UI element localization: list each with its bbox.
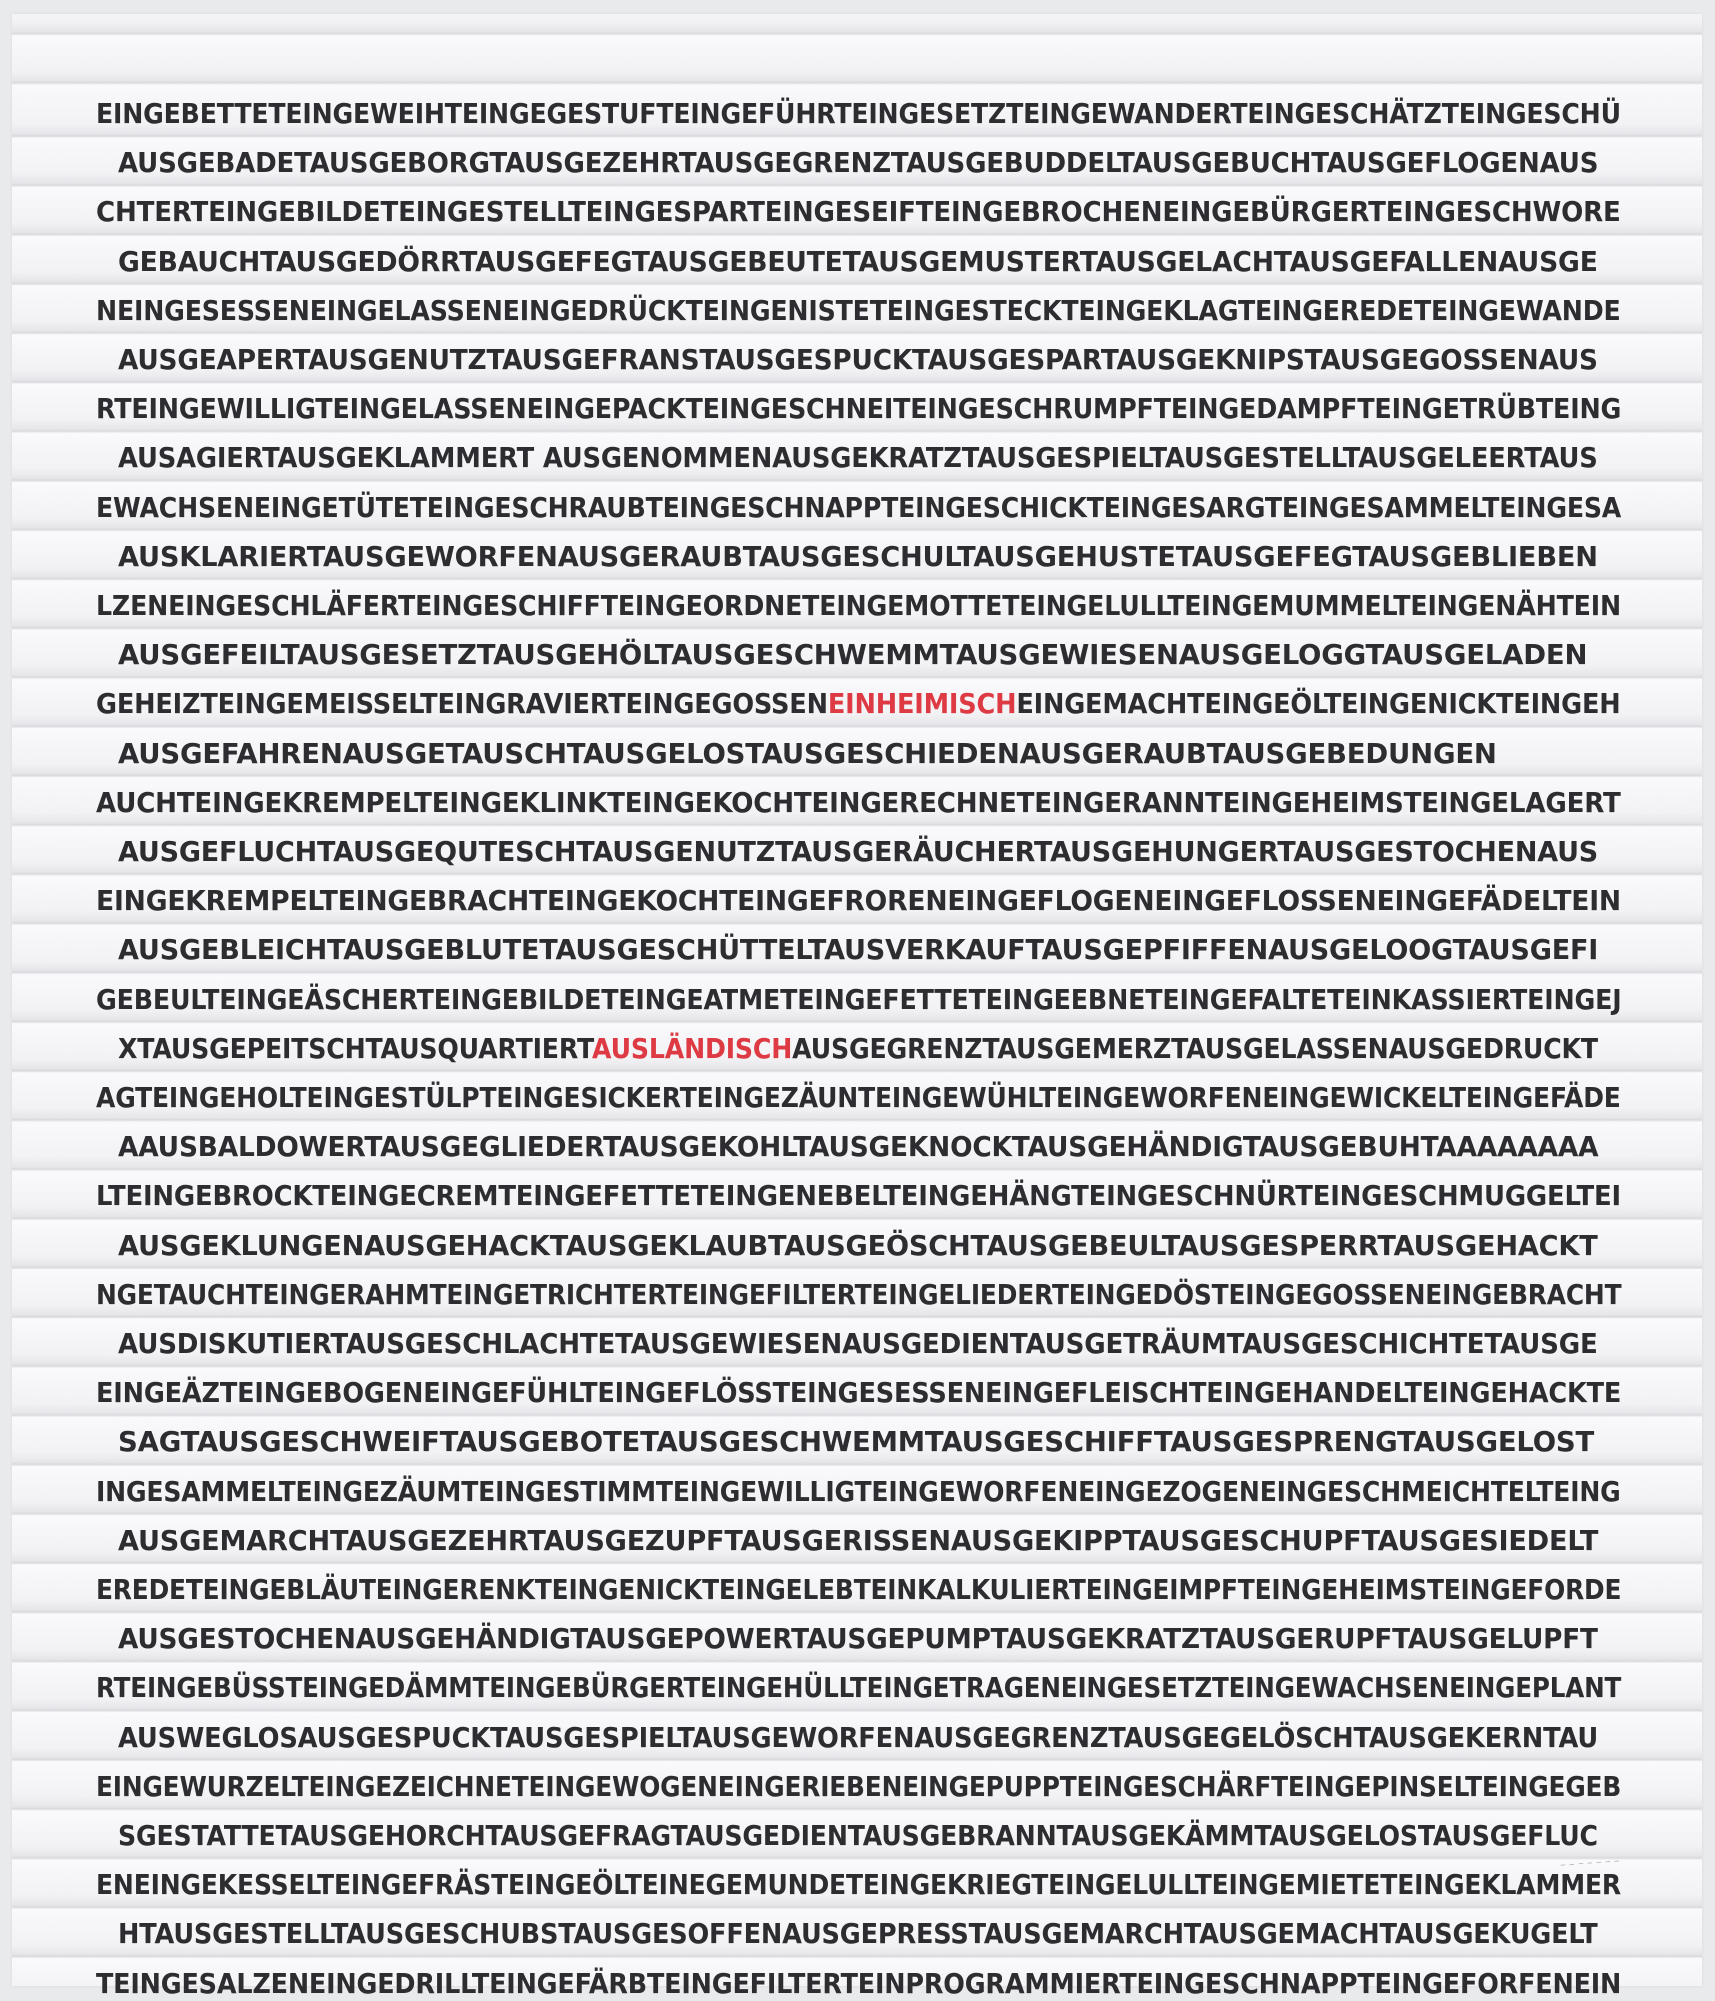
text-row (118, 1327, 1598, 1361)
text-row (118, 146, 1598, 180)
row-text: SGESTATTETAUSGEHORCHTAUSGEFRAGTAUSGEDIENTAUSGEBRANNTAUSGEKÄMMTAUSGELOSTAUSGEFLUC (118, 1820, 1598, 1852)
text-row (118, 540, 1598, 574)
row-text: EREDETEINGEBLÄUTEINGERENKTEINGENICKTEINGELEBTEINKALKULIERTEINGEIMPFTEINGEHEIMSTEINGEFORDE (96, 1574, 1622, 1606)
row-text: EINGEMACHTEINGEÖLTEINGENICKTEINGEH (1016, 688, 1621, 721)
text-row (118, 638, 1587, 672)
row-text: AUSGESTOCHENAUSGEHÄNDIGTAUSGEPOWERTAUSGEPUMPTAUSGEKRATZTAUSGERUPFTAUSGELUPFT (118, 1623, 1598, 1656)
text-row (96, 294, 1621, 328)
row-text: AUCHTEINGEKREMPELTEINGEKLINKTEINGEKOCHTEINGERECHNETEINGERANNTEINGEHEIMSTEINGELAGERT (96, 786, 1621, 819)
row-text: EINGEÄZTEINGEBOGENEINGEFÜHLTEINGEFLÖSSTEINGESESSENEINGEFLEISCHTEINGEHANDELTEINGEHACKTE (96, 1377, 1622, 1410)
text-row (96, 1671, 1621, 1705)
text-row (118, 1622, 1598, 1656)
text-row (96, 1278, 1621, 1312)
text-row (96, 1475, 1621, 1509)
text-row (96, 1376, 1621, 1410)
row-text: AUSGEKLUNGENAUSGEHACKTAUSGEKLAUBTAUSGEÖSCHTAUSGEBEULTAUSGESPERRTAUSGEHACKT (118, 1229, 1598, 1262)
text-row (96, 786, 1621, 820)
row-text: AUSGEBLEICHTAUSGEBLUTETAUSGESCHÜTTELTAUSVERKAUFTAUSGEPFIFFENAUSGELOOGTAUSGEFI (118, 934, 1599, 967)
row-text: RTEINGEWILLIGTEINGELASSENEINGEPACKTEINGESCHNEITEINGESCHRUMPFTEINGEDAMPFTEINGETRÜBTEING (96, 393, 1622, 426)
text-row (96, 195, 1621, 229)
row-text: EWACHSENEINGETÜTETEINGESCHRAUBTEINGESCHNAPPTEINGESCHICKTEINGESARGTEINGESAMMELTEINGESA (96, 491, 1622, 524)
text-row (118, 1032, 1598, 1066)
text-row (118, 933, 1598, 967)
text-row (96, 1179, 1621, 1213)
row-text: AAUSBALDOWERTAUSGEGLIEDERTAUSGEKOHLTAUSGEKNOCKTAUSGEHÄNDIGTAUSGEBUHTAAAAAAAA (118, 1131, 1599, 1164)
row-text: GEBEULTEINGEÄSCHERTEINGEBILDETEINGEATMETEINGEFETTETEINGEEBNETEINGEFALTETEINKASSIERTEINGEJ (96, 983, 1622, 1016)
row-text: EINGEKREMPELTEINGEBRACHTEINGEKOCHTEINGEFRORENEINGEFLOGENEINGEFLOSSENEINGEFÄDELTEIN (96, 885, 1621, 918)
text-row (96, 884, 1621, 918)
text-row (118, 835, 1598, 869)
row-text: AUSWEGLOSAUSGESPUCKTAUSGESPIELTAUSGEWORFENAUSGEGRENZTAUSGEGELÖSCHTAUSGEKERNTAU (118, 1721, 1599, 1754)
text-row (118, 1425, 1594, 1459)
row-text: LTEINGEBROCKTEINGECREMTEINGEFETTETEINGENEBELTEINGEHÄNGTEINGESCHNÜRTEINGESCHMUGGELTEI (96, 1180, 1621, 1213)
row-text: AUSGEMARCHTAUSGEZEHRTAUSGEZUPFTAUSGERISSENAUSGEKIPPTAUSGESCHUPFTAUSGESIEDELT (118, 1524, 1599, 1557)
text-row (96, 687, 1621, 721)
row-text: AUSDISKUTIERTAUSGESCHLACHTETAUSGEWIESENAUSGEDIENTAUSGETRÄUMTAUSGESCHICHTETAUSGE (118, 1328, 1598, 1360)
text-row (96, 1967, 1621, 2001)
row-text: AUSGEFLUCHTAUSGEQUTESCHTAUSGENUTZTAUSGERÄUCHERTAUSGEHUNGERTAUSGESTOCHENAUS (118, 836, 1599, 868)
text-row (96, 1573, 1621, 1607)
artist-signature: – – – – – – – (1559, 1853, 1620, 1872)
text-row (118, 1819, 1598, 1853)
row-text: ENEINGEKESSELTEINGEFRÄSTEINGEÖLTEINEGEMUNDETEINGEKRIEGTEINGELULLTEINGEMIETETEINGEKLAMMER (96, 1869, 1621, 1902)
row-text: RTEINGEBÜSSTEINGEDÄMMTEINGEBÜRGERTEINGEHÜLLTEINGETRAGENEINGESETZTEINGEWACHSENEINGEPLANT (96, 1672, 1622, 1705)
text-row (96, 1868, 1621, 1902)
text-row (118, 1524, 1598, 1558)
row-text: GEBAUCHTAUSGEDÖRRTAUSGEFEGTAUSGEBEUTETAUSGEMUSTERTAUSGELACHTAUSGEFALLENAUSGE (118, 245, 1598, 278)
row-text: HTAUSGESTELLTAUSGESCHUBSTAUSGESOFFENAUSGEPRESSTAUSGEMARCHTAUSGEMACHTAUSGEKUGELT (118, 1918, 1598, 1951)
text-row (118, 343, 1598, 377)
row-text: AGTEINGEHOLTEINGESTÜLPTEINGESICKERTEINGEZÄUNTEINGEWÜHLTEINGEWORFENEINGEWICKELTEINGEFÄDE (96, 1082, 1621, 1114)
text-row (118, 1917, 1598, 1951)
text-row (118, 737, 1497, 771)
row-text: AUSGEAPERTAUSGENUTZTAUSGEFRANSTAUSGESPUCKTAUSGESPARTAUSGEKNIPSTAUSGEGOSSENAUS (118, 344, 1598, 376)
text-row (118, 441, 1598, 475)
text-row (118, 1229, 1598, 1263)
row-text: GEHEIZTEINGEMEISSELTEINGRAVIERTEINGEGOSSEN (96, 688, 828, 721)
text-row (96, 491, 1621, 525)
text-row (96, 392, 1621, 426)
text-row (96, 97, 1621, 131)
text-row (96, 1770, 1621, 1804)
row-text: XTAUSGEPEITSCHTAUSQUARTIERT (118, 1032, 593, 1065)
row-text: TEINGESALZENEINGEDRILLTEINGEFÄRBTEINGEFILTERTEINPROGRAMMIERTEINGESCHNAPPTEINGEFORFENEIN (96, 1967, 1622, 2000)
row-text: EINGEBETTETEINGEWEIHTEINGEGESTUFTEINGEFÜHRTEINGESETZTEINGEWANDERTEINGESCHÄTZTEINGESCHÜ (96, 98, 1621, 130)
text-row (96, 983, 1622, 1017)
row-text: CHTERTEINGEBILDETEINGESTELLTEINGESPARTEINGESEIFTEINGEBROCHENEINGEBÜRGERTEINGESCHWORE (96, 196, 1621, 229)
text-row (96, 589, 1621, 623)
row-text: NEINGESESSENEINGELASSENEINGEDRÜCKTEINGENISTETEINGESTECKTEINGEKLAGTEINGEREDETEINGEWANDE (96, 294, 1621, 327)
row-text: AUSAGIERTAUSGEKLAMMERT AUSGENOMMENAUSGEKRATZTAUSGESPIELTAUSGESTELLTAUSGELEERTAUS (118, 442, 1598, 475)
row-text: AUSGEGRENZTAUSGEMERZTAUSGELASSENAUSGEDRUCKT (792, 1032, 1598, 1065)
row-text: AUSGEBADETAUSGEBORGTAUSGEZEHRTAUSGEGRENZTAUSGEBUDDELTAUSGEBUCHTAUSGEFLOGENAUS (118, 147, 1599, 180)
highlighted-word: EINHEIMISCH (827, 688, 1017, 721)
text-rows (12, 14, 1702, 2000)
row-text: NGETAUCHTEINGERAHMTEINGETRICHTERTEINGEFILTERTEINGELIEDERTEINGEDÖSTEINGEGOSSENEINGEBRACHT (96, 1278, 1622, 1311)
row-text: INGESAMMELTEINGEZÄUMTEINGESTIMMTEINGEWILLIGTEINGEWORFENEINGEZOGENEINGESCHMEICHTELTEING (96, 1475, 1621, 1508)
row-text: AUSGEFAHRENAUSGETAUSCHTAUSGELOSTAUSGESCHIEDENAUSGERAUBTAUSGEBEDUNGEN (118, 737, 1497, 770)
row-text: EINGEWURZELTEINGEZEICHNETEINGEWOGENEINGERIEBENEINGEPUPPTEINGESCHÄRFTEINGEPINSELTEINGEGEB (96, 1770, 1622, 1803)
text-row (96, 1081, 1621, 1115)
text-row (118, 1130, 1598, 1164)
artwork-canvas (12, 14, 1702, 2000)
highlighted-word: AUSLÄNDISCH (592, 1032, 793, 1065)
row-text: LZENEINGESCHLÄFERTEINGESCHIFFTEINGEORDNETEINGEMOTTETEINGELULLTEINGEMUMMELTEINGENÄHTEIN (96, 590, 1621, 622)
text-row (118, 1721, 1598, 1755)
row-text: AUSKLARIERTAUSGEWORFENAUSGERAUBTAUSGESCHULTAUSGEHUSTETAUSGEFEGTAUSGEBLIEBEN (118, 540, 1598, 573)
row-text: AUSGEFEILTAUSGESETZTAUSGEHÖLTAUSGESCHWEMMTAUSGEWIESENAUSGELOGGTAUSGELADEN (118, 639, 1588, 672)
text-row (118, 245, 1598, 279)
row-text: SAGTAUSGESCHWEIFTAUSGEBOTETAUSGESCHWEMMTAUSGESCHIFFTAUSGESPRENGTAUSGELOST (118, 1426, 1595, 1459)
